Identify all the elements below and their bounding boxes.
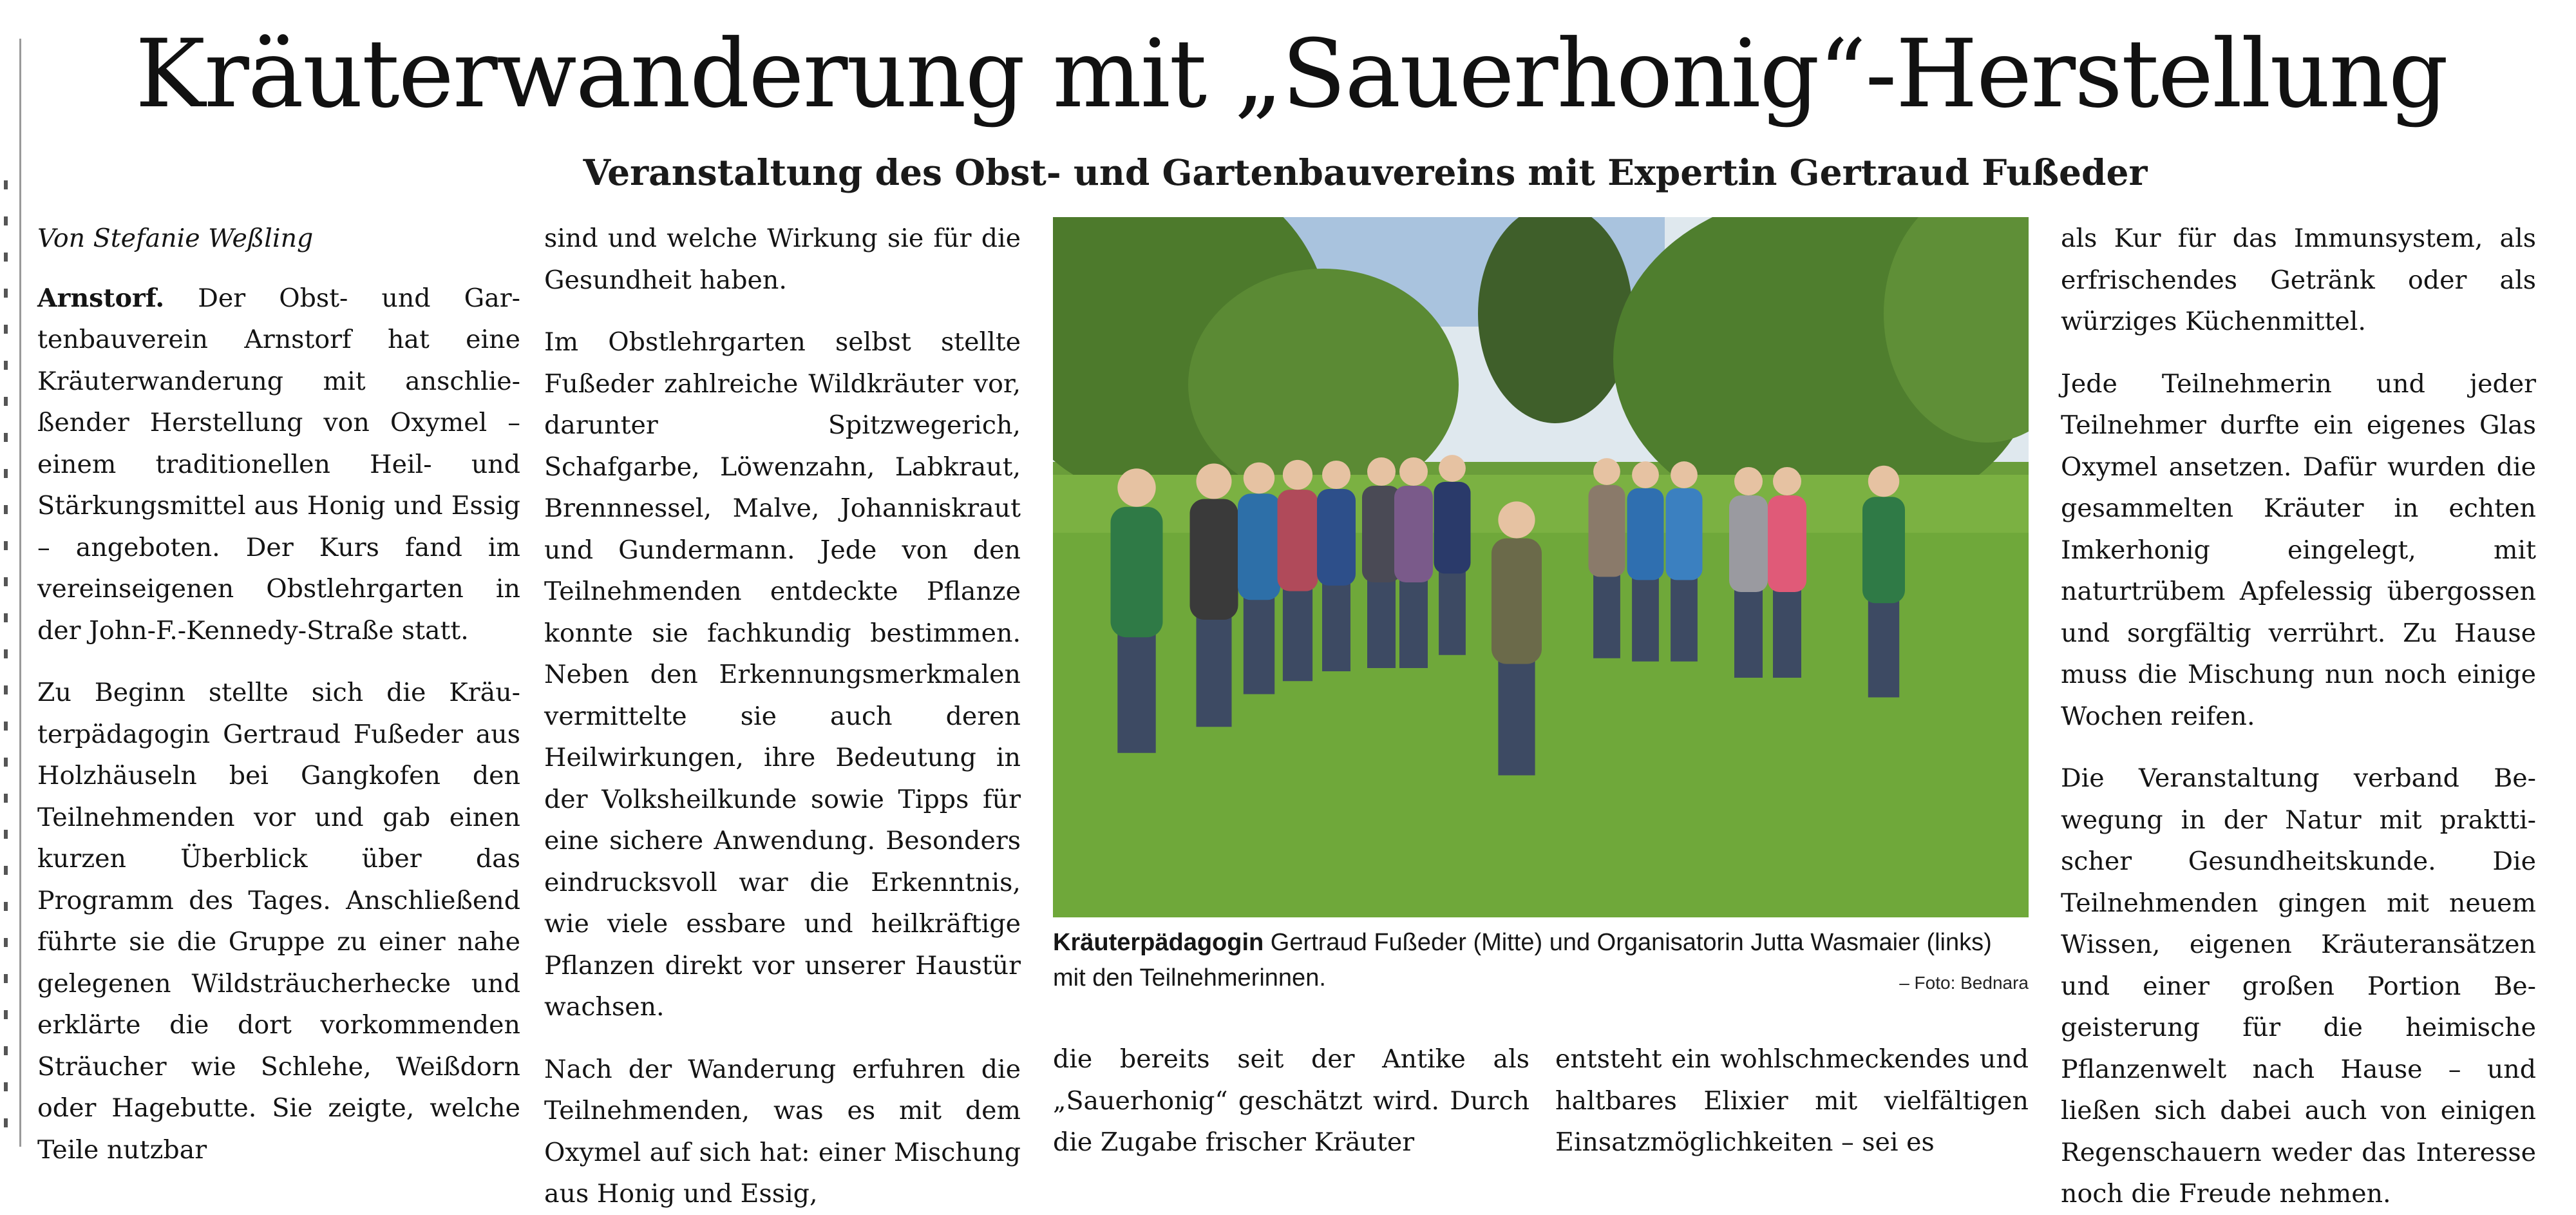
person-figure	[1317, 461, 1356, 671]
person-head	[1367, 457, 1396, 486]
subheadline: Veranstaltung des Obst- und Gartenbauvereins mit Expertin Gertraud Fußeder	[583, 151, 2148, 193]
column-3	[1053, 1038, 1530, 1163]
paragraph: sind und welche Wirkung sie für die Gesundheit haben.	[544, 224, 1021, 295]
group-photo-illustration	[1053, 217, 2029, 917]
paragraph: Im Obstlehrgarten selbst stellte Fußeder zahlreiche Wildkräuter vor, darunter Spitzwegerich, Schafgarbe, Löwenzahn, Labkraut, Brennnessel, Malve, Johanniskraut und Gundermann. Jede von den Teilnehmenden entdeckte Pflanze konnte sie fachkundig bestimmen. Neben den Erkennungsmerkmalen vermittelte sie auch deren Heilwirkungen, ihre Bedeutung in der Volksheilkunde sowie Tipps für eine sichere Anwendung. Besonders eindrucksvoll war die Erkenntnis, wie viele essbare und heilkräftige Pflanzen direkt vor unserer Haustür wachsen.	[544, 327, 1021, 1022]
person-figure	[1627, 461, 1664, 662]
person-body	[1729, 495, 1768, 592]
photo-credit: – Foto: Bednara	[1899, 973, 2029, 993]
column-rule	[19, 39, 21, 1147]
person-head	[1283, 460, 1312, 490]
person-body	[1434, 482, 1471, 574]
paragraph: als Kur für das Immunsystem, als erfrischendes Getränk oder als würziges Küchenmittel.	[2061, 224, 2536, 336]
paragraph: Nach der Wanderung erfuhren die Teilnehmenden, was es mit dem Oxymel auf sich hat: einer Mischung aus Honig und Essig,	[544, 1054, 1021, 1209]
person-figure	[1238, 463, 1280, 694]
person-body	[1492, 539, 1542, 664]
person-head	[1322, 461, 1350, 489]
column-2	[544, 218, 1021, 1215]
person-head	[1117, 468, 1155, 506]
person-legs	[1367, 578, 1396, 668]
person-figure	[1862, 466, 1905, 698]
headline: Kräuterwanderung mit „Sauerhonig“-Herstellung	[135, 19, 2448, 129]
person-figure	[1729, 467, 1768, 678]
person-legs	[1439, 569, 1466, 655]
person-head	[1773, 467, 1801, 495]
person-body	[1278, 490, 1318, 591]
caption-lead: Kräuterpädagogin	[1053, 929, 1264, 956]
person-head	[1632, 461, 1659, 488]
byline: Von Stefanie Weßling	[37, 224, 314, 253]
person-head	[1671, 461, 1698, 488]
person-figure	[1111, 468, 1163, 752]
person-legs	[1244, 595, 1274, 694]
person-legs	[1773, 588, 1801, 678]
person-legs	[1593, 573, 1620, 658]
person-body	[1190, 499, 1238, 620]
paragraph: entsteht ein wohlschmeckendes und haltbares Elixier mit vielfältigen Einsatzmöglichkeiten – sei es	[1555, 1044, 2029, 1157]
column-4	[1555, 1038, 2029, 1163]
person-head	[1244, 463, 1274, 493]
person-body	[1768, 495, 1806, 592]
person-body	[1627, 488, 1664, 580]
person-legs	[1283, 586, 1312, 681]
paragraph-text: Der Obst- und Gartenbauverein Arnstorf hat eine Kräuterwanderung mit anschließender Herstellung von Oxymel – einem traditionellen Heil- und Stärkungsmittel aus Honig und Essig – angeboten. Der Kurs fand im vereinseigenen Obstlehrgarten in der John-F.-Kennedy-Straße statt.	[37, 283, 520, 646]
person-body	[1666, 488, 1703, 580]
column-1	[37, 218, 520, 1171]
person-head	[1593, 458, 1620, 485]
person-body	[1238, 493, 1280, 600]
person-legs	[1498, 658, 1535, 776]
person-figure	[1666, 461, 1703, 662]
person-body	[1317, 489, 1356, 586]
paragraph: Die Veranstaltung verband Bewegung in der Natur mit prakttischer Gesundheitskunde. Die Teilnehmenden gingen mit neuem Wissen, eigenen Kräuteransätzen und einer großen Portion Begeisterung für die heimische Pflanzenwelt nach Hause – und ließen sich dabei auch von einigen Regenschauern weder das Interesse noch die Freude nehmen.	[2061, 763, 2536, 1209]
person-figure	[1768, 467, 1806, 678]
person-head	[1498, 501, 1535, 538]
person-head	[1868, 466, 1899, 497]
person-figure	[1492, 501, 1542, 775]
person-head	[1197, 464, 1232, 499]
margin-fragments	[0, 180, 14, 1147]
person-head	[1734, 467, 1763, 495]
person-figure	[1394, 457, 1433, 668]
person-legs	[1322, 581, 1350, 671]
person-legs	[1868, 598, 1899, 698]
person-legs	[1632, 576, 1659, 662]
person-body	[1589, 485, 1625, 577]
person-figure	[1434, 455, 1471, 655]
paragraph	[37, 278, 520, 652]
person-figure	[1190, 464, 1238, 727]
paragraph: Zu Beginn stellte sich die Kräuterpädagogin Gertraud Fußeder aus Holzhäuseln bei Gangkofen den Teilnehmenden vor und gab einen kurzen Überblick über das Programm des Tages. Anschließend führte sie die Gruppe zu einer nahe gelegenen Wildsträucherhecke und erklärte die dort vorkommenden Sträucher wie Schlehe, Weißdorn oder Hagebutte. Sie zeigte, welche Teile nutzbar	[37, 678, 520, 1165]
person-legs	[1671, 576, 1698, 662]
paragraph: die bereits seit der Antike als „Sauerhonig“ geschätzt wird. Durch die Zugabe frischer Kräuter	[1053, 1044, 1530, 1157]
person-figure	[1589, 458, 1625, 658]
person-legs	[1399, 578, 1428, 668]
person-head	[1439, 455, 1466, 482]
person-legs	[1734, 588, 1763, 678]
person-figure	[1278, 460, 1318, 681]
person-body	[1111, 507, 1163, 638]
column-5	[2061, 218, 2536, 1215]
person-body	[1394, 486, 1433, 582]
person-head	[1399, 457, 1428, 486]
paragraph: Jede Teilnehmerin und jeder Teilnehmer durfte ein eigenes Glas Oxymel ansetzen. Dafür wurden die gesammelten Kräuter in echten Imkerhonig eingelegt, mit naturtrübem Apfelessig übergossen und sorgfältig verrührt. Zu Hause muss die Mischung nun noch einige Wochen reifen.	[2061, 368, 2536, 731]
dateline: Arnstorf.	[37, 283, 165, 313]
person-legs	[1117, 631, 1155, 753]
person-body	[1862, 497, 1905, 603]
person-legs	[1197, 614, 1232, 727]
caption-text: Gertraud Fußeder (Mitte) und Organisatorin Jutta Wasmaier (links) mit den Teilnehmerinnen.	[1053, 929, 1992, 991]
article-photo	[1053, 217, 2029, 917]
